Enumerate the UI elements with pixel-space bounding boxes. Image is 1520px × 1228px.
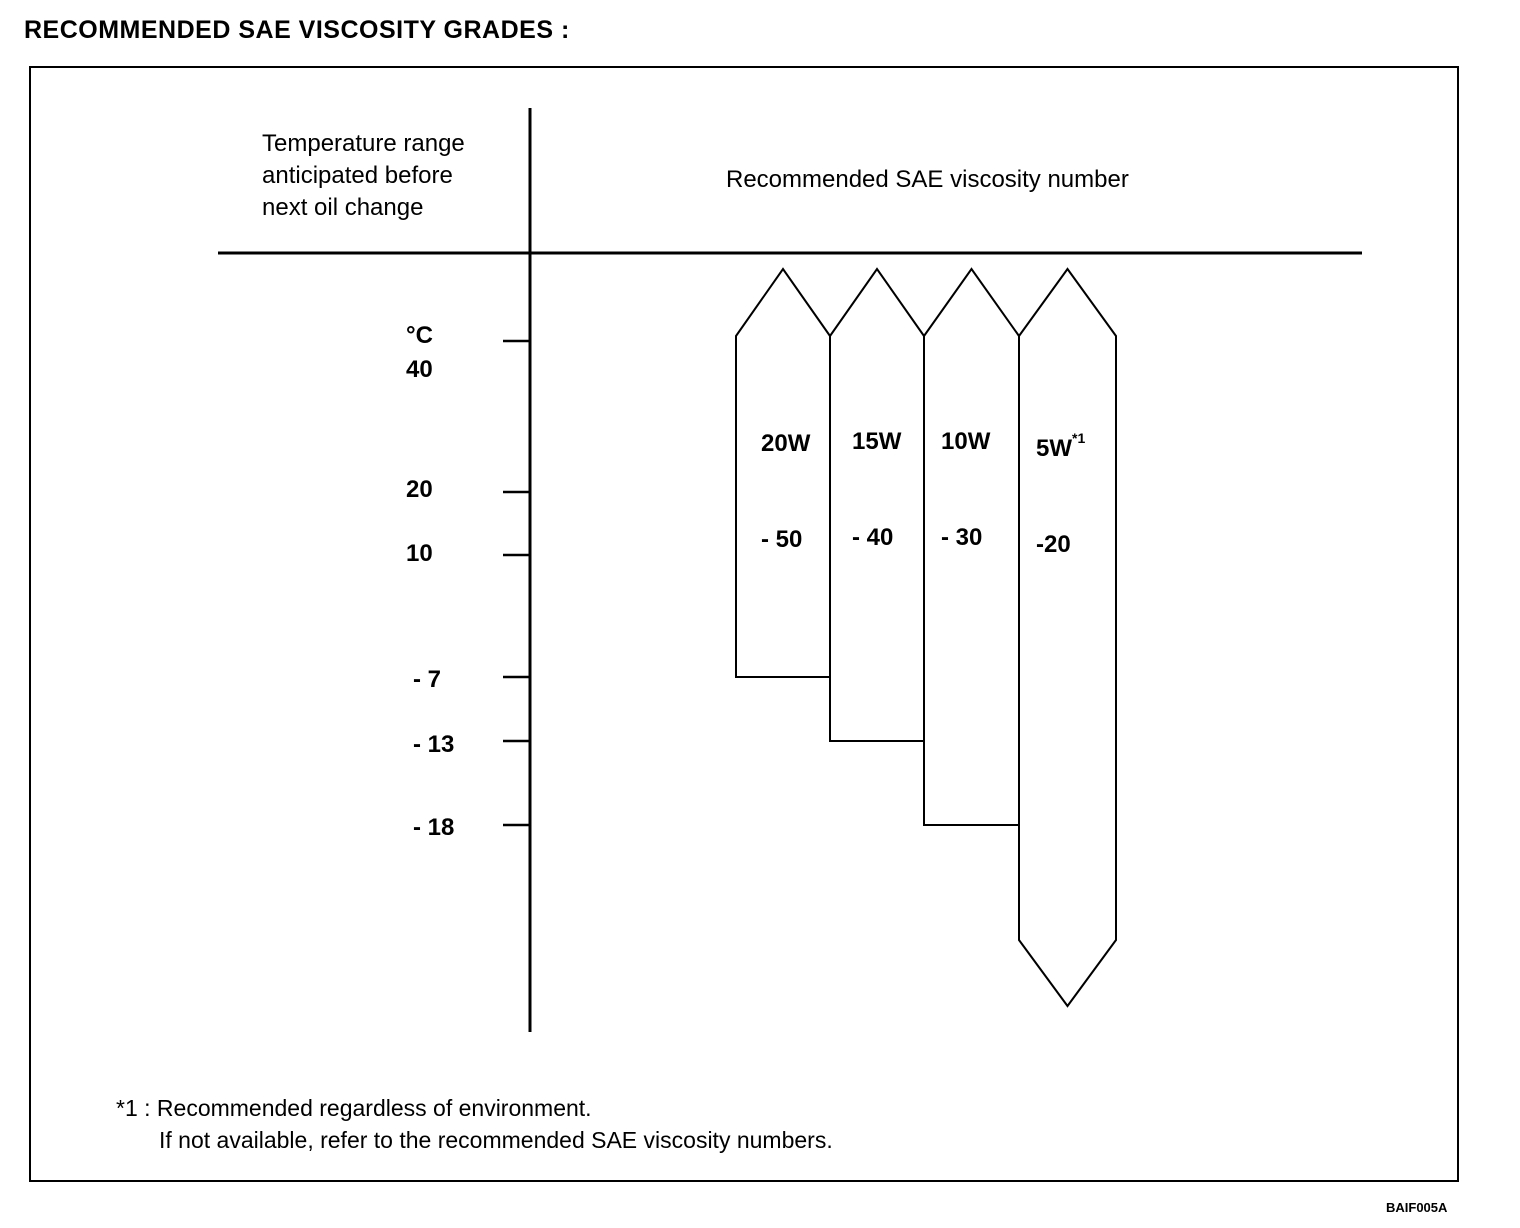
tick-label-minus-18: - 18 bbox=[413, 814, 455, 841]
tick-label-40: 40 bbox=[406, 356, 433, 383]
temperature-range-header bbox=[262, 128, 465, 224]
figure-code: BAIF005A bbox=[1386, 1200, 1448, 1215]
grade-10w-line1: 10W bbox=[941, 428, 991, 455]
header-left-line-2: anticipated before bbox=[262, 162, 453, 189]
header-left-line-1: Temperature range bbox=[262, 130, 465, 157]
grade-label-15w-40 bbox=[852, 362, 901, 586]
tick-label-20: 20 bbox=[406, 476, 433, 503]
tick-label-minus-7: - 7 bbox=[413, 666, 442, 693]
footnote bbox=[116, 1092, 833, 1156]
tick-label-10: 10 bbox=[406, 540, 433, 567]
grade-15w-line2: - 40 bbox=[852, 524, 894, 551]
grade-5w-line1 bbox=[1036, 426, 1085, 465]
footnote-line-2: If not available, refer to the recommended SAE viscosity numbers. bbox=[159, 1127, 833, 1153]
grade-5w-line2: -20 bbox=[1036, 531, 1071, 558]
temperature-unit: °C bbox=[406, 322, 433, 349]
grade-label-10w-30 bbox=[941, 362, 990, 586]
viscosity-number-header: Recommended SAE viscosity number bbox=[726, 166, 1129, 193]
grade-5w-name: 5W bbox=[1036, 435, 1072, 462]
grade-15w-line1: 15W bbox=[852, 428, 902, 455]
grade-10w-line2: - 30 bbox=[941, 524, 983, 551]
grade-label-20w-50 bbox=[761, 364, 810, 588]
grade-20w-line2: - 50 bbox=[761, 526, 803, 553]
footnote-line-1: *1 : Recommended regardless of environment. bbox=[116, 1095, 592, 1121]
grade-20w-line1: 20W bbox=[761, 430, 811, 457]
grade-label-5w-20 bbox=[1036, 362, 1085, 593]
grade-5w-footnote-mark: *1 bbox=[1072, 430, 1086, 446]
header-left-line-3: next oil change bbox=[262, 194, 424, 221]
axis-ticks bbox=[503, 341, 530, 825]
page-title: RECOMMENDED SAE VISCOSITY GRADES : bbox=[24, 16, 570, 44]
tick-label-minus-13: - 13 bbox=[413, 731, 455, 758]
